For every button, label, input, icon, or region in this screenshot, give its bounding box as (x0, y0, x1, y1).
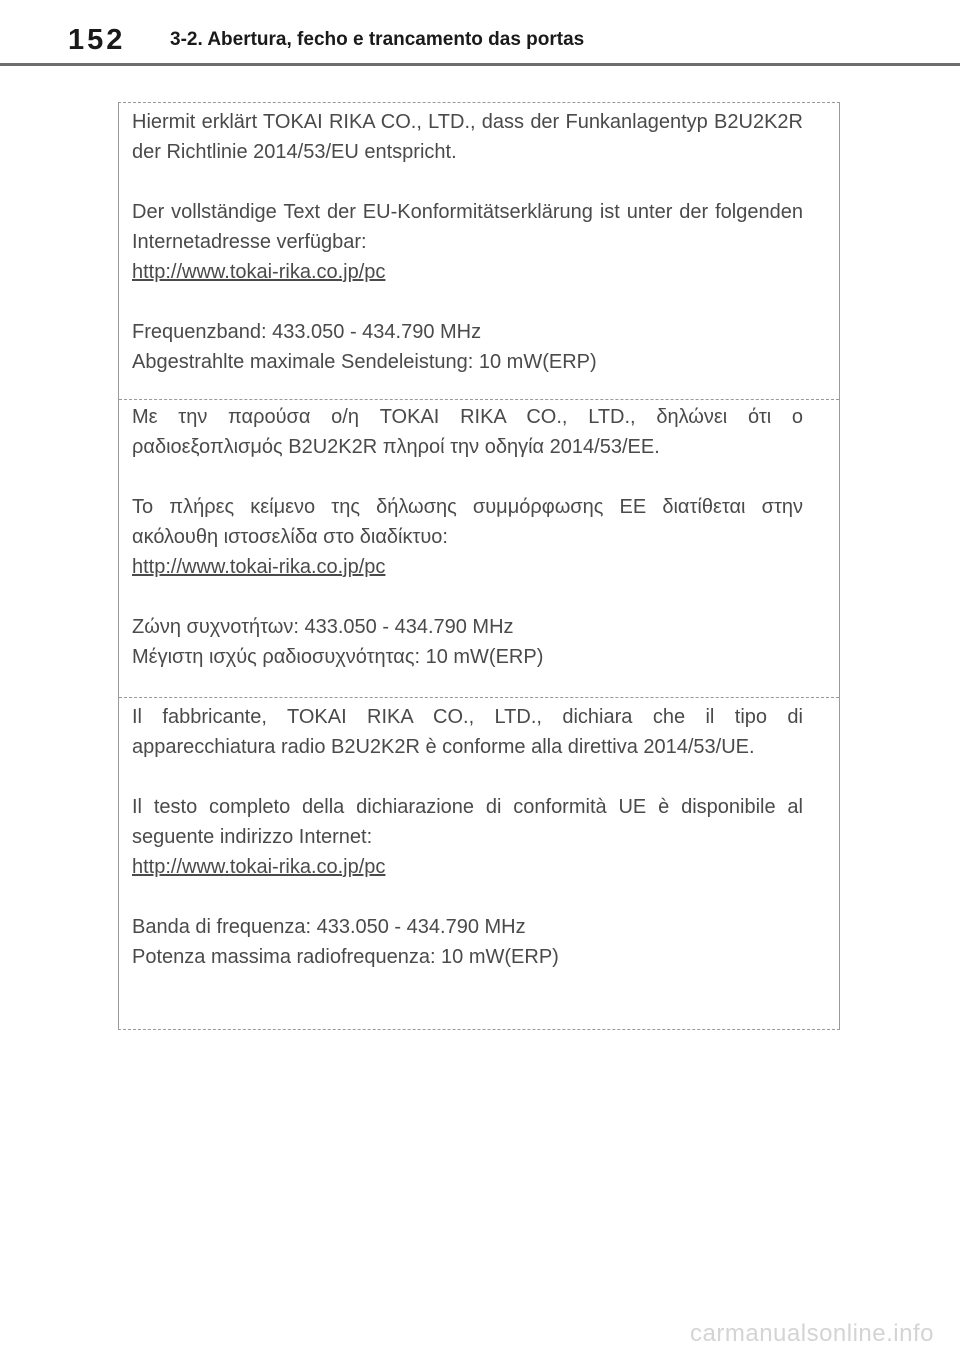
declaration-box (118, 102, 840, 1030)
declaration-link[interactable]: http://www.tokai-rika.co.jp/pc (132, 556, 386, 578)
full-text-notice: Το πλήρες κείμενο της δήλωσης συμμόρφωσης ΕΕ διατίθεται στην ακόλουθη ιστοσελίδα στο διαδίκτυο: (132, 496, 803, 548)
max-power: Potenza massima radiofrequenza: 10 mW(ERP) (132, 946, 559, 968)
full-text-notice: Der vollständige Text der EU-Konformitätserklärung ist unter der folgenden Internetadresse verfügbar: (132, 201, 803, 253)
declaration-statement: Il fabbricante, TOKAI RIKA CO., LTD., dichiara che il tipo di apparecchiatura radio B2U2K2R è conforme alla direttiva 2014/53/UE. (132, 706, 803, 758)
declaration-link[interactable]: http://www.tokai-rika.co.jp/pc (132, 856, 386, 878)
declaration-german (119, 103, 839, 399)
declaration-italian (119, 697, 839, 1029)
header-divider (0, 63, 960, 66)
full-text-notice: Il testo completo della dichiarazione di conformità UE è disponibile al seguente indirizzo Internet: (132, 796, 803, 848)
section-title: 3-2. Abertura, fecho e trancamento das portas (170, 29, 585, 50)
max-power: Abgestrahlte maximale Sendeleistung: 10 mW(ERP) (132, 351, 597, 373)
max-power: Μέγιστη ισχύς ραδιοσυχνότητας: 10 mW(ERP) (132, 646, 544, 668)
frequency-band: Banda di frequenza: 433.050 - 434.790 MHz (132, 916, 526, 938)
declaration-link[interactable]: http://www.tokai-rika.co.jp/pc (132, 261, 386, 283)
declaration-greek (119, 399, 839, 697)
frequency-band: Frequenzband: 433.050 - 434.790 MHz (132, 321, 482, 343)
declaration-statement: Hiermit erklärt TOKAI RIKA CO., LTD., dass der Funkanlagentyp B2U2K2R der Richtlinie 2014/53/EU entspricht. (132, 111, 803, 163)
watermark: carmanualsonline.info (690, 1320, 934, 1347)
declaration-statement: Με την παρούσα ο/η TOKAI RIKA CO., LTD., δηλώνει ότι ο ραδιοεξοπλισμός B2U2K2R πληροί την οδηγία 2014/53/ΕΕ. (132, 406, 803, 458)
frequency-band: Ζώνη συχνοτήτων: 433.050 - 434.790 MHz (132, 616, 514, 638)
page-header (0, 0, 960, 66)
page-number: 152 (68, 24, 126, 56)
